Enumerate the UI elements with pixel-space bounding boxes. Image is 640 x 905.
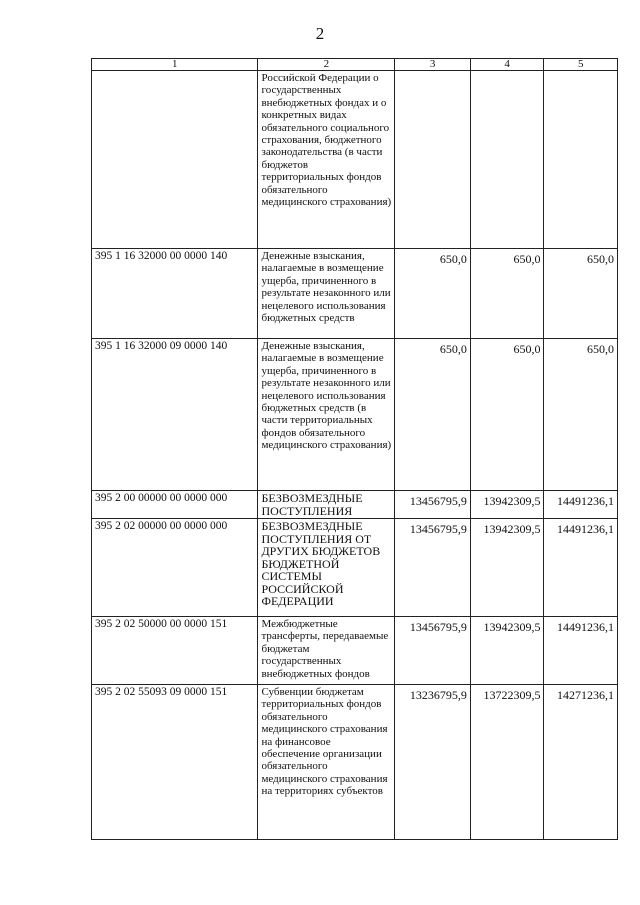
description-cell: Российской Федерации о государственных внебюджетных фондах и о конкретных видах обязательного социального страхования, бюджетного законодательства (в части бюджетов территориальных фондов обязательного медицинского страхования) xyxy=(258,71,395,249)
description-cell: Межбюджетные трансферты, передаваемые бюджетам государственных внебюджетных фондов xyxy=(258,617,395,685)
description-cell: БЕЗВОЗМЕЗДНЫЕ ПОСТУПЛЕНИЯ ОТ ДРУГИХ БЮДЖЕТОВ БЮДЖЕТНОЙ СИСТЕМЫ РОССИЙСКОЙ ФЕДЕРАЦИИ xyxy=(258,519,395,617)
table-header-row xyxy=(92,59,618,71)
page-number: 2 xyxy=(315,24,325,43)
description-cell: Денежные взыскания, налагаемые в возмещение ущерба, причиненного в результате незаконного или нецелевого использования бюджетных средств (в части территориальных фондов обязательного медицинского страхования) xyxy=(258,339,395,491)
column-header-4: 4 xyxy=(470,59,544,71)
value-col5-cell: 14271236,1 xyxy=(544,685,618,840)
table-row xyxy=(92,249,618,339)
description-cell: Субвенции бюджетам территориальных фондов обязательного медицинского страхования на финансовое обеспечение организации обязательного медицинского страхования на территориях субъектов xyxy=(258,685,395,840)
value-col4-cell: 13942309,5 xyxy=(470,491,544,519)
budget-code-cell: 395 1 16 32000 00 0000 140 xyxy=(92,249,258,339)
value-col3-cell: 13456795,9 xyxy=(395,519,471,617)
value-col5-cell: 14491236,1 xyxy=(544,519,618,617)
value-col4-cell: 650,0 xyxy=(470,339,544,491)
value-col4-cell: 13942309,5 xyxy=(470,617,544,685)
table-row xyxy=(92,519,618,617)
budget-code-cell: 395 2 00 00000 00 0000 000 xyxy=(92,491,258,519)
column-header-3: 3 xyxy=(395,59,471,71)
value-col3-cell: 650,0 xyxy=(395,339,471,491)
table-row xyxy=(92,491,618,519)
table-row xyxy=(92,617,618,685)
column-header-2: 2 xyxy=(258,59,395,71)
value-col5-cell: 650,0 xyxy=(544,249,618,339)
column-header-1: 1 xyxy=(92,59,258,71)
table-row xyxy=(92,339,618,491)
table-row xyxy=(92,685,618,840)
table-row xyxy=(92,71,618,249)
column-header-5: 5 xyxy=(544,59,618,71)
value-col5-cell: 650,0 xyxy=(544,339,618,491)
value-col3-cell: 650,0 xyxy=(395,249,471,339)
value-col3-cell: 13456795,9 xyxy=(395,491,471,519)
value-col4-cell: 13942309,5 xyxy=(470,519,544,617)
value-col4-cell: 650,0 xyxy=(470,249,544,339)
budget-code-cell: 395 2 02 55093 09 0000 151 xyxy=(92,685,258,840)
value-col5-cell: 14491236,1 xyxy=(544,491,618,519)
value-col3-cell xyxy=(395,71,471,249)
value-col3-cell: 13236795,9 xyxy=(395,685,471,840)
value-col5-cell: 14491236,1 xyxy=(544,617,618,685)
value-col4-cell xyxy=(470,71,544,249)
description-cell: Денежные взыскания, налагаемые в возмещение ущерба, причиненного в результате незаконного или нецелевого использования бюджетных средств xyxy=(258,249,395,339)
value-col3-cell: 13456795,9 xyxy=(395,617,471,685)
description-cell: БЕЗВОЗМЕЗДНЫЕ ПОСТУПЛЕНИЯ xyxy=(258,491,395,519)
budget-code-cell: 395 1 16 32000 09 0000 140 xyxy=(92,339,258,491)
budget-code-cell: 395 2 02 00000 00 0000 000 xyxy=(92,519,258,617)
revenue-table xyxy=(91,58,618,840)
budget-code-cell xyxy=(92,71,258,249)
value-col4-cell: 13722309,5 xyxy=(470,685,544,840)
budget-code-cell: 395 2 02 50000 00 0000 151 xyxy=(92,617,258,685)
value-col5-cell xyxy=(544,71,618,249)
